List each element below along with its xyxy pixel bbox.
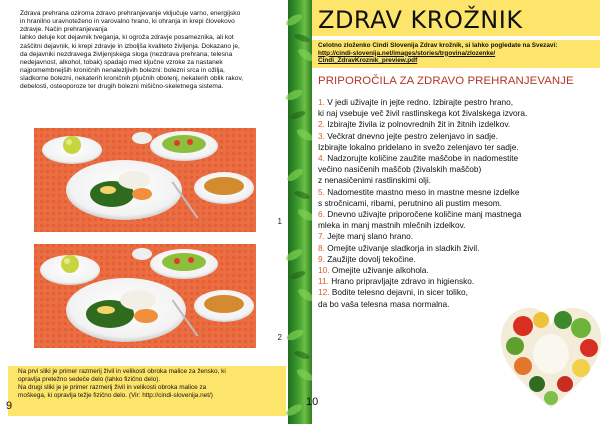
- photo-number-2: 2: [277, 333, 282, 342]
- recommendation-line: [318, 209, 580, 220]
- intro-line: zaščitni dejavnik, ki krepi zdravje in izboljša kvaliteto življenja. Dokazano je,: [20, 42, 240, 50]
- recommendation-text: z nenasičenimi rastlinskimi olji.: [318, 175, 431, 186]
- recommendation-line: [318, 243, 580, 254]
- section-title: PRIPOROČILA ZA ZDRAVO PREHRANJEVANJE: [318, 75, 574, 87]
- recommendation-text: Izbirajte živila iz polnovrednih žit in žitnih izdelkov.: [327, 119, 511, 130]
- recommendation-text: Izbirajte lokalno pridelano in svežo zelenjavo ter sadje.: [318, 141, 519, 152]
- web-intro: Celotno zloženko Cindi Slovenija Zdrav krožnik, si lahko pogledate na Svezavi:: [318, 42, 558, 49]
- recommendation-text: večino nasičenih maščob (živalskih maščob): [318, 164, 482, 175]
- intro-line: da dejavniki nezdravega življenjskega sloga (nezdrava prehrana, telesna: [20, 50, 233, 58]
- recommendation-line: [318, 108, 580, 119]
- recommendation-text: Omejite uživanje alkohola.: [331, 265, 429, 276]
- recommendation-text: Dnevno uživajte priporočene količine manj mastnega: [327, 209, 522, 220]
- meal-plate-1-illustration: [34, 128, 256, 232]
- intro-text: [20, 10, 278, 92]
- recommendation-line: [318, 265, 580, 276]
- meal-plate-2-illustration: [34, 244, 256, 348]
- web-link-line-1[interactable]: http://cindi-slovenija.net/images/stories/trgovina/zlozenke/: [318, 49, 496, 57]
- recommendation-line: [318, 153, 580, 164]
- intro-line: Zdrava prehrana oziroma zdravo prehranjevanje vključuje varno, energijsko: [20, 10, 241, 17]
- caption-line: Na prvi sliki je primer razmerij živil in velikosti obroka malice za žensko, ki: [18, 368, 226, 375]
- recommendation-text: mleka in manj mastnih mlečnih izdelkov.: [318, 220, 466, 231]
- recommendation-number: 3.: [318, 130, 328, 141]
- recommendation-text: Hrano pripravljajte zdravo in higiensko.: [331, 276, 475, 287]
- vegetable-heart-image: [497, 300, 605, 412]
- intro-line: debelosti, osteoporoze ter drugih bolezni mišično-skeletnega sistema.: [20, 83, 224, 91]
- recommendation-line: [318, 97, 580, 108]
- recommendation-number: 4.: [318, 153, 328, 164]
- recommendation-text: Nadzorujte količine zaužite maščobe in nadomestite: [327, 153, 519, 164]
- recommendation-text: Bodite telesno dejavni, in sicer toliko,: [331, 287, 468, 298]
- photo-number-1: 1: [277, 217, 282, 226]
- recommendation-line: [318, 187, 580, 198]
- recommendation-line: [318, 175, 580, 186]
- photo-caption: [18, 368, 280, 400]
- page-number-left: 9: [6, 400, 13, 412]
- recommendation-line: [318, 276, 580, 287]
- recommendation-number: 11.: [318, 276, 332, 287]
- recommendation-text: Večkrat dnevno jejte pestro zelenjavo in sadje.: [327, 130, 498, 141]
- web-link-line-2[interactable]: Cindi_ZdravKroznik_preview.pdf: [318, 57, 418, 65]
- right-page: [306, 0, 600, 424]
- caption-line: opravlja pretežno sedeče delo (lahko fizično delo).: [18, 376, 161, 383]
- recommendation-number: 6.: [318, 209, 328, 220]
- recommendation-number: 9.: [318, 253, 328, 264]
- recommendation-list: [318, 97, 580, 310]
- recommendation-text: Zaužijte dovolj tekočine.: [327, 253, 416, 264]
- recommendation-text: Jejte manj slano hrano.: [327, 231, 414, 242]
- recommendation-line: [318, 198, 580, 209]
- recommendation-text: Nadomestite mastno meso in mastne mesne izdelke: [327, 186, 520, 197]
- recommendation-text: da bo vaša telesna masa normalna.: [318, 298, 450, 309]
- recommendation-number: 8.: [318, 242, 328, 253]
- recommendation-line: [318, 254, 580, 265]
- caption-line: moškega, ki opravlja težje fizično delo. (Vir: http://cindi-slovenija.net/): [18, 392, 213, 399]
- caption-line: Na drugi sliki je je primer razmerij živil in velikosti obroka malice za: [18, 384, 207, 391]
- recommendation-line: [318, 142, 580, 153]
- recommendation-number: 2.: [318, 119, 328, 130]
- recommendation-number: 1.: [318, 97, 328, 107]
- recommendation-line: [318, 231, 580, 242]
- recommendation-text: V jedi uživajte in jejte redno. Izbirajte pestro hrano,: [327, 97, 514, 107]
- intro-line: nedejavnost, alkohol, tobak) spadajo med ključne vzroke za nastanek: [20, 58, 223, 66]
- intro-line: najpomembnejših kroničnih nenalezljivih bolezni: bolezni srca in ožilja,: [20, 67, 225, 75]
- recommendation-line: [318, 287, 580, 298]
- intro-line: sladkorne bolezni, nekaterih kroničnih pljučnih obolenj, nekaterih oblik rakov,: [20, 75, 244, 83]
- meal-photo-woman: [34, 128, 282, 232]
- recommendation-number: 12.: [318, 287, 332, 298]
- recommendation-number: 10.: [318, 265, 332, 276]
- left-page: [0, 0, 288, 424]
- recommendation-text: s stročnicami, ribami, perutnino ali pustim mesom.: [318, 197, 502, 208]
- intro-line: lahko deluje kot dejavnik tveganja, ki ogroža zdravje posameznika, ali kot: [20, 34, 234, 42]
- recommendation-line: [318, 220, 580, 231]
- recommendation-number: 5.: [318, 186, 328, 197]
- leaf-border-icon: [288, 0, 312, 424]
- recommendation-line: [318, 131, 580, 142]
- recommendation-line: [318, 164, 580, 175]
- intro-line: zdravje. Način prehranjevanja: [20, 26, 108, 34]
- recommendation-number: 7.: [318, 231, 328, 242]
- recommendation-line: [318, 119, 580, 130]
- intro-line: in hranilno uravnoteženo in varovalno hrano, ki ohranja in krepi človekovo: [20, 18, 235, 26]
- recommendation-text: ki naj vsebuje več živil rastlinskega kot živalskega izvora.: [318, 108, 528, 119]
- page-number-right: 10: [306, 396, 319, 408]
- meal-photo-man: [34, 244, 282, 348]
- recommendation-text: Omejite uživanje sladkorja in sladkih živil.: [327, 242, 480, 253]
- page-title: ZDRAV KROŽNIK: [318, 6, 523, 34]
- web-info-text: [318, 42, 598, 65]
